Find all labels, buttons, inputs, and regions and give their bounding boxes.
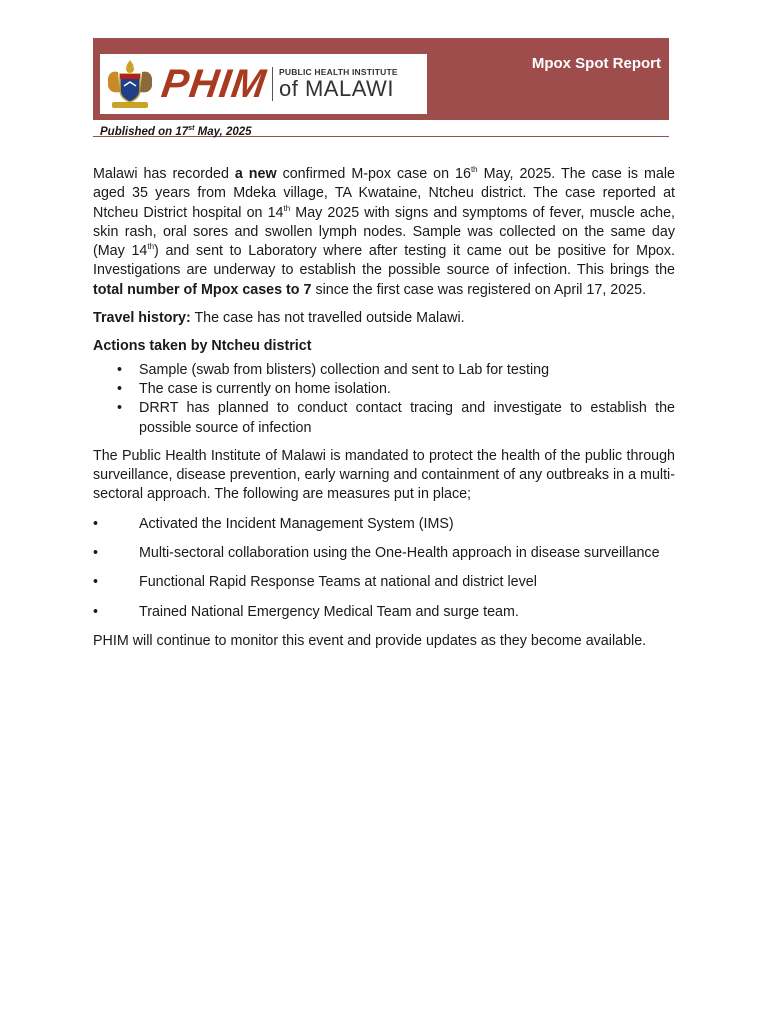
list-item: • The case is currently on home isolation. [139, 380, 675, 399]
actions-list [93, 361, 675, 438]
intro-bold-2: total number of Mpox cases to 7 [93, 281, 312, 298]
intro-sup-1: th [470, 165, 478, 175]
intro-sup-3: th [147, 242, 155, 252]
header-band [93, 38, 669, 120]
published-date [93, 120, 669, 137]
intro-text-3: May, 2025. The case is male aged 35 years from Mdeka village, TA Kwataine, Ntcheu district. The case reported at Ntcheu District hospital on 14 [93, 166, 676, 221]
logo-divider [272, 67, 273, 101]
published-text: Published on 17 [100, 125, 189, 138]
actions-heading [93, 337, 675, 356]
intro-text-6: since the first case was registered on April 17, 2025. [311, 281, 647, 298]
intro-text-5: ) and sent to Laboratory where after testing it came out be positive for Mpox. Investigations are underway to establish the possible source of infection. This brings the [93, 243, 676, 279]
logo-wordmark: PHIM [158, 62, 270, 106]
list-item: • Sample (swab from blisters) collection and sent to Lab for testing [139, 361, 675, 380]
list-item: • Multi-sectoral collaboration using the One-Health approach in disease surveillance [93, 544, 675, 563]
intro-text-2: confirmed M-pox case on 16 [276, 166, 471, 182]
intro-text-4: May 2025 with signs and symptoms of fever, muscle ache, skin rash, oral sores and swollen lymph nodes. Sample was collected on the same day (May 14 [93, 204, 676, 260]
list-item: • Trained National Emergency Medical Team and surge team. [93, 603, 675, 622]
report-body [93, 165, 675, 651]
travel-history-label: Travel history: [93, 310, 191, 327]
measures-list [93, 515, 675, 622]
published-month-year: May, 2025 [194, 125, 252, 138]
institute-name [279, 68, 398, 101]
institute-name-line1: PUBLIC HEALTH INSTITUTE [279, 66, 398, 77]
report-title: Mpox Spot Report [531, 55, 661, 72]
list-item: • Functional Rapid Response Teams at national and district level [93, 573, 675, 592]
actions-heading-text: Actions taken by Ntcheu district [93, 338, 312, 355]
list-item: • DRRT has planned to conduct contact tracing and investigate to establish the possible source of infection [139, 399, 675, 438]
phim-logo [100, 54, 427, 114]
coat-of-arms-icon [102, 56, 158, 112]
travel-history-text: The case has not travelled outside Malawi. [190, 310, 465, 327]
intro-sup-2: th [283, 203, 291, 213]
intro-paragraph [93, 165, 675, 300]
institute-name-line2: of MALAWI [279, 76, 394, 102]
closing-paragraph: PHIM will continue to monitor this event and provide updates as they become available. [93, 632, 647, 649]
report-page [93, 38, 675, 660]
list-item: • Activated the Incident Management System (IMS) [93, 515, 675, 534]
mandate-paragraph: The Public Health Institute of Malawi is mandated to protect the health of the public through surveillance, disease prevention, early warning and containment of any outbreaks in a multi-sectoral approach. The following are measures put in place; [93, 447, 675, 503]
travel-history [93, 309, 675, 328]
intro-text-1: Malawi has recorded [93, 166, 235, 182]
published-ordinal: st [188, 125, 195, 132]
intro-bold-1: a new [234, 166, 277, 182]
